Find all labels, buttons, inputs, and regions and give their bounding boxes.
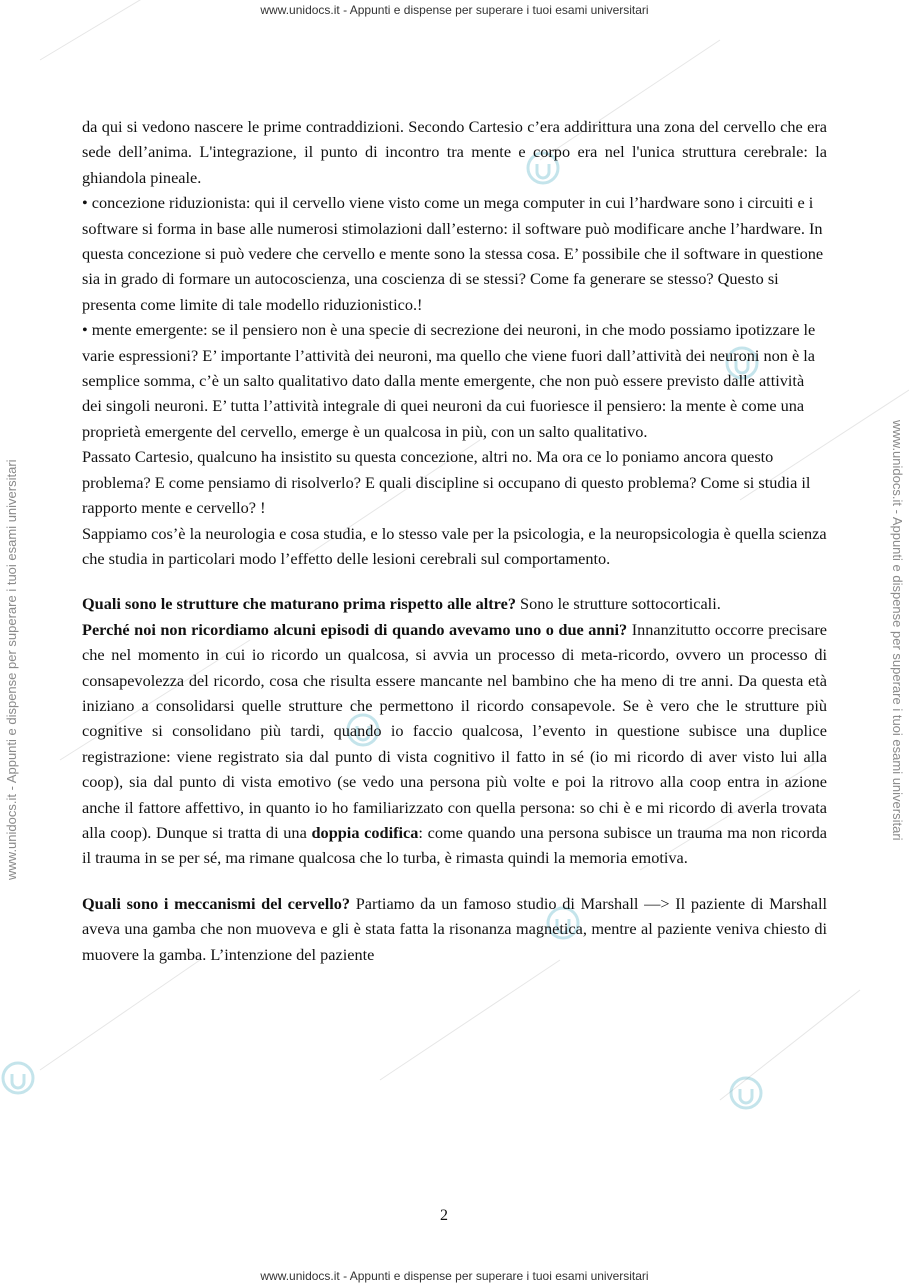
question: Quali sono i meccanismi del cervello? — [82, 893, 351, 913]
key-term: doppia codifica — [311, 822, 419, 842]
answer: Innanzitutto occorre precisare che nel momento in cui io ricordo un qualcosa, si avvia un processo di meta-ricordo, ovvero un processo di consapevolezza del ricordo, cosa che risulta essere mancante nel bambino che ha meno di tre anni. Da questa età iniziano a consolidarsi quelle strutture che permettono il ricordo consapevole. Se è vero che le strutture più cognitive si consolidano più tardi, quando io faccio qualcosa, l’evento in questione subisce una duplice registrazione: viene registrato sia dal punto di vista cognitivo il fatto in sé (io mi ricordo di aver visto lui alla coop), sia dal punto di vista emotivo (se vedo una persona più volte e poi la ritrovo alla coop entra in azione anche il fattore affettivo, in quanto io ho familiarizzato con quella persona: so chi è e mi ricordo di averla trovata alla coop). Dunque si tratta di una — [82, 619, 827, 842]
paragraph: Passato Cartesio, qualcuno ha insistito su questa concezione, altri no. Ma ora ce lo poniamo ancora questo problema? E come pensiamo di risolverlo? E quali discipline si occupano di questo problema? Come si studia il rapporto mente e cervello? ! — [82, 447, 811, 518]
paragraph: da qui si vedono nascere le prime contraddizioni. Secondo Cartesio c’era addirittura una zona del cervello che era sede dell’anima. L'integrazione, il punto di incontro tra mente e corpo era nel l'unica struttura cerebrale: la ghiandola pineale. — [82, 117, 827, 187]
answer: Partiamo da un famoso studio di Marshall —> Il paziente di Marshall aveva una gamba che non muoveva e gli è stata fatta la risonanza magnetica, mentre al paziente veniva chiesto di muovere la gamba. L’intenzione del paziente — [82, 893, 827, 964]
unidocs-logo-icon — [0, 1060, 36, 1096]
document-body — [82, 114, 827, 967]
qa-block — [82, 591, 827, 616]
qa-block — [82, 891, 827, 967]
question: Quali sono le strutture che maturano prima rispetto alle altre? — [82, 594, 516, 614]
side-watermark-right: www.unidocs.it - Appunti e dispense per superare i tuoi esami universitari — [890, 420, 905, 841]
answer: Sono le strutture sottocorticali. — [515, 594, 721, 614]
qa-block — [82, 617, 827, 871]
answer: : come quando una persona subisce un trauma ma non ricorda il trauma in se per sé, ma rimane qualcosa che lo turba, è rimasta quindi la memoria emotiva. — [82, 822, 827, 868]
bullet-paragraph: • mente emergente: se il pensiero non è una specie di secrezione dei neuroni, in che modo possiamo ipotizzare le varie espressioni? E’ importante l’attività dei neuroni, ma quello che viene fuori dall’attività dei neuroni non è la semplice somma, c’è un salto qualitativo dato dalla mente emergente, che non può essere previsto dalle attività dei singoli neuroni. E’ tutta l’attività integrale di quei neuroni da cui fuoriesce il pensiero: la mente è come una proprietà emergente del cervello, emerge è un qualcosa in più, con un salto qualitativo. — [82, 320, 816, 441]
side-watermark-left: www.unidocs.it - Appunti e dispense per superare i tuoi esami universitari — [4, 459, 19, 880]
header-banner: www.unidocs.it - Appunti e dispense per superare i tuoi esami universitari — [260, 3, 649, 17]
question: Perché noi non ricordiamo alcuni episodi di quando avevamo uno o due anni? — [82, 619, 628, 639]
footer-banner: www.unidocs.it - Appunti e dispense per superare i tuoi esami universitari — [260, 1269, 649, 1283]
paragraph: Sappiamo cos’è la neurologia e cosa studia, e lo stesso vale per la psicologia, e la neuropsicologia è quella scienza che studia in particolari modo l’effetto delle lesioni cerebrali sul comportamento. — [82, 523, 827, 568]
page-number: 2 — [440, 1207, 448, 1224]
bullet-paragraph: • concezione riduzionista: qui il cervello viene visto come un mega computer in cui l’hardware sono i circuiti e i software si forma in base alle numerosi stimolazioni dall’esterno: il software può modificare anche l’hardware. In questa concezione si può vedere che cervello e mente sono la stessa cosa. E’ possibile che il software in questione sia in grado di formare un autocoscienza, una coscienza di se stessi? Come fa generare se stesso? Questo si presenta come limite di tale modello riduzionistico.! — [82, 193, 824, 314]
unidocs-logo-icon — [728, 1075, 764, 1111]
